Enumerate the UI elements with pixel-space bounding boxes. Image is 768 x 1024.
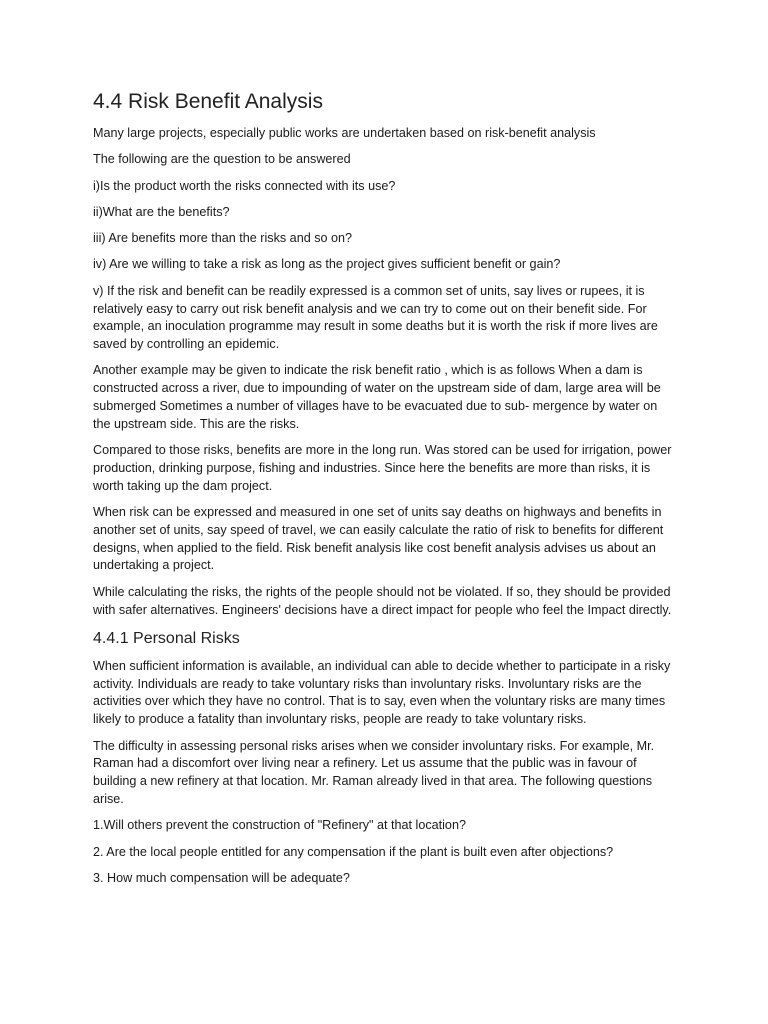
paragraph-rights: While calculating the risks, the rights of the people should not be violated. If so, they should be provided with safer alternatives. Engineers' decisions have a direct impact for people who feel the Impact directly.	[93, 584, 672, 617]
paragraph-ratio: When risk can be expressed and measured in one set of units say deaths on highways and benefits in another set of units, say speed of travel, we can easily calculate the ratio of risk to benefits for different designs, when applied to the field. Risk benefit analysis like cost benefit analysis advises us about an undertaking a project.	[93, 505, 664, 573]
paragraph-questions-lead: The following are the question to be answered	[93, 152, 351, 167]
paragraph-benefits: Compared to those risks, benefits are more in the long run. Was stored can be used for irrigation, power production, drinking purpose, fishing and industries. Since here the benefits are more than risks, it is worth taking up the dam project.	[93, 443, 672, 493]
question-ii: ii)What are the benefits?	[93, 204, 230, 219]
question-i: i)Is the product worth the risks connected with its use?	[93, 178, 396, 193]
paragraph-voluntary-risks: When sufficient information is available, an individual can able to decide whether to participate in a risky activity. Individuals are ready to take voluntary risks than involuntary risks. Involuntary risks are the activities over which they have no control. That is to say, even when the voluntary risks are many times likely to produce a fatality than involuntary risks, people are ready to take voluntary risks.	[93, 658, 671, 727]
list-item-3: 3. How much compensation will be adequate?	[93, 870, 350, 885]
subsection-heading: 4.4.1 Personal Risks	[93, 629, 240, 647]
paragraph-intro: Many large projects, especially public works are undertaken based on risk-benefit analysis	[93, 126, 596, 140]
list-item-1: 1.Will others prevent the construction of "Refinery" at that location?	[93, 818, 466, 833]
question-iii: iii) Are benefits more than the risks and so on?	[93, 231, 353, 246]
paragraph-v: v) If the risk and benefit can be readily expressed is a common set of units, say lives or rupees, it is relatively easy to carry out risk benefit analysis and we can try to come out on their benefit side. For example, an inoculation programme may result in some deaths but it is worth the risk if more lives are saved by controlling an epidemic.	[93, 283, 658, 352]
list-item-2: 2. Are the local people entitled for any compensation if the plant is built even after objections?	[93, 844, 614, 859]
section-heading: 4.4 Risk Benefit Analysis	[93, 90, 323, 113]
question-iv: iv) Are we willing to take a risk as long as the project gives sufficient benefit or gain?	[93, 257, 561, 272]
paragraph-dam-example: Another example may be given to indicate the risk benefit ratio , which is as follows When a dam is constructed across a river, due to impounding of water on the upstream side of dam, large area will be submerged Sometimes a number of villages have to be evacuated due to sub- mergence by water on the upstream side. This are the risks.	[93, 363, 661, 431]
paragraph-involuntary-risks: The difficulty in assessing personal risks arises when we consider involuntary risks. For example, Mr. Raman had a discomfort over living near a refinery. Let us assume that the public was in favour of building a new refinery at that location. Mr. Raman already lived in that area. The following questions arise.	[93, 738, 655, 806]
